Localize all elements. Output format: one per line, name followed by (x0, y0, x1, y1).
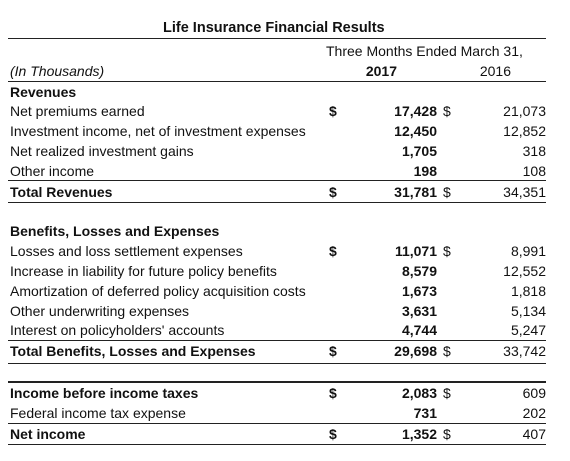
period-header: Three Months Ended March 31, (326, 43, 523, 59)
value-2017: 12,450 (394, 123, 437, 139)
total-rule (8, 202, 546, 203)
total-benefits-label: Total Benefits, Losses and Expenses (10, 343, 256, 359)
title-rule (8, 38, 546, 39)
row-label: Net realized investment gains (10, 143, 194, 159)
dollar-sign: $ (443, 343, 451, 359)
section-heading-revenues: Revenues (10, 84, 77, 100)
row-label: Other income (10, 163, 95, 179)
total-benefits-2016: 33,742 (503, 343, 546, 359)
dollar-sign: $ (443, 385, 451, 401)
dollar-sign: $ (329, 184, 337, 200)
value-2016: 21,073 (503, 103, 546, 119)
subtotal-rule (8, 423, 546, 424)
table-title: Life Insurance Financial Results (163, 20, 385, 36)
income-before-taxes-2017: 2,083 (401, 385, 437, 401)
federal-tax-2016: 202 (522, 405, 546, 421)
bottom-rule (8, 444, 546, 445)
dollar-sign: $ (329, 343, 337, 359)
federal-tax-label: Federal income tax expense (10, 405, 186, 421)
units-label: (In Thousands) (10, 63, 105, 79)
dollar-sign: $ (329, 103, 337, 119)
dollar-sign: $ (329, 426, 337, 442)
value-2017: 17,428 (394, 103, 437, 119)
value-2016: 8,991 (510, 243, 546, 259)
value-2017: 4,744 (401, 322, 437, 338)
row-label: Interest on policyholders' accounts (10, 322, 225, 338)
value-2017: 1,705 (401, 143, 437, 159)
dollar-sign: $ (443, 184, 451, 200)
row-label: Losses and loss settlement expenses (10, 243, 243, 259)
column-header-2017: 2017 (365, 63, 397, 79)
net-income-2017: 1,352 (401, 426, 437, 442)
value-2016: 5,247 (510, 322, 546, 338)
header-rule (8, 81, 546, 82)
dollar-sign: $ (443, 243, 451, 259)
net-income-2016: 407 (522, 426, 546, 442)
dollar-sign: $ (329, 243, 337, 259)
income-before-taxes-label: Income before income taxes (10, 385, 199, 401)
dollar-sign: $ (329, 385, 337, 401)
income-top-rule (8, 381, 546, 383)
row-label: Investment income, net of investment expenses (10, 123, 306, 139)
value-2016: 318 (522, 143, 546, 159)
total-revenues-label: Total Revenues (10, 184, 113, 200)
row-label: Amortization of deferred policy acquisition costs (10, 283, 306, 299)
dollar-sign: $ (443, 103, 451, 119)
dollar-sign: $ (443, 426, 451, 442)
total-rule (8, 363, 546, 364)
section-heading-benefits: Benefits, Losses and Expenses (10, 223, 220, 239)
value-2017: 11,071 (394, 243, 437, 259)
value-2016: 12,552 (503, 263, 546, 279)
value-2016: 12,852 (503, 123, 546, 139)
net-income-label: Net income (10, 426, 86, 442)
total-benefits-2017: 29,698 (394, 343, 437, 359)
subtotal-rule (8, 180, 546, 181)
value-2016: 5,134 (510, 303, 546, 319)
value-2017: 3,631 (401, 303, 437, 319)
total-revenues-2016: 34,351 (503, 184, 546, 200)
total-revenues-2017: 31,781 (394, 184, 437, 200)
value-2016: 108 (522, 163, 546, 179)
subtotal-rule (8, 340, 546, 341)
value-2016: 1,818 (510, 283, 546, 299)
value-2017: 8,579 (401, 263, 437, 279)
row-label: Net premiums earned (10, 103, 145, 119)
value-2017: 198 (413, 163, 437, 179)
federal-tax-2017: 731 (413, 405, 437, 421)
row-label: Other underwriting expenses (10, 303, 189, 319)
row-label: Increase in liability for future policy benefits (10, 263, 277, 279)
income-before-taxes-2016: 609 (522, 385, 546, 401)
value-2017: 1,673 (401, 283, 437, 299)
column-header-2016: 2016 (479, 63, 511, 79)
